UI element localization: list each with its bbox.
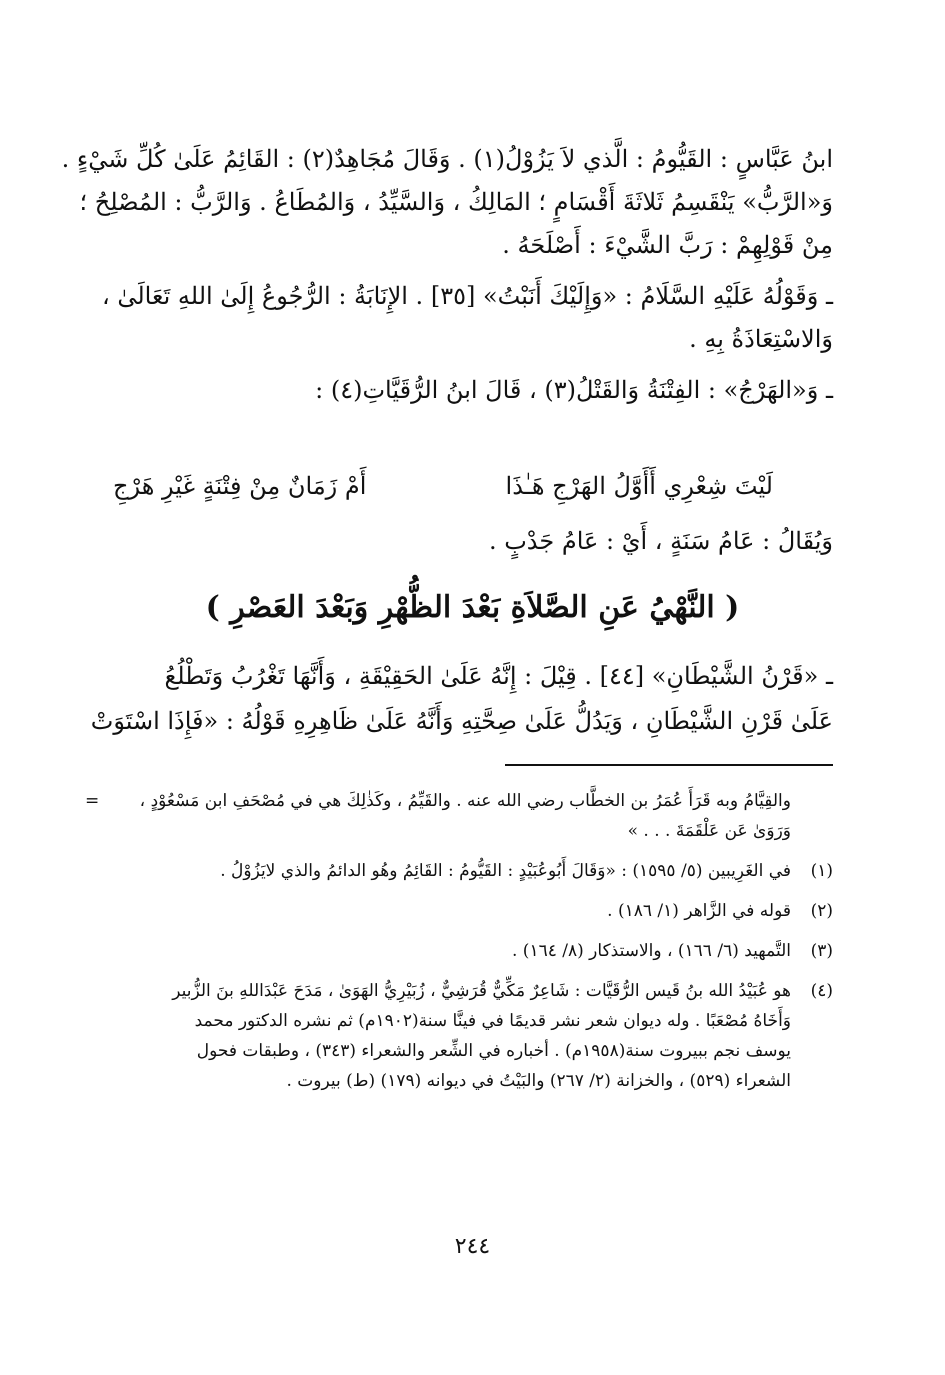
footnote-4 [113, 976, 833, 1096]
footnote-line: والقِيَّامُ وبه قَرَأَ عُمَرُ بن الخطَّاب رضي الله عنه . والقَيِّمُ ، وكَذٰلِكَ هي في مُصْحَفِ ابن [204, 791, 791, 811]
paragraph-am-sanah: وَيُقَالُ : عَامُ سَنَةٍ ، أَيْ : عَامُ جَدْبٍ . [488, 527, 833, 555]
footnote-1 [113, 856, 833, 886]
text-line: ابنُ عَبَّاسٍ : القَيُّومُ : الَّذي لاَ يَزُوْلُ(١) . وَقَالَ مُجَاهِدٌ(٢) : القَائِمُ عَلَىٰ كُلِّ شَيْءٍ . [61, 145, 833, 173]
footnote-line: التَّمهيد (٦/ ١٦٦) ، والاستذكار (٨/ ١٦٤) . [512, 941, 791, 961]
footnote-number: (١) [810, 861, 833, 881]
footnote-3 [113, 936, 833, 966]
text-line: وَالاسْتِعَاذَةُ بِهِ . [689, 325, 833, 353]
paragraph-inabah [101, 275, 833, 361]
text-line: ـ وَ«الهَرْجُ» : الفِتْنَةُ وَالقَتْلُ(٣) ، قَالَ ابنُ الرُّقَيَّاتِ(٤) : [315, 376, 833, 404]
text-line: مِنْ قَوْلِهِمْ : رَبَّ الشَّيْءَ : أَصْلَحَهُ . [502, 231, 833, 259]
poetry-verse [113, 466, 833, 506]
footnote-number: (٢) [810, 901, 833, 921]
footnotes [85, 786, 833, 1106]
footnote-line: قوله في الزَّاهر (١/ ١٨٦) . [607, 901, 791, 921]
footnote-number: (٣) [810, 941, 833, 961]
footnote-line: يوسف نجم ببيروت سنة(١٩٥٨م) . أخباره في الشِّعر والشعراء (٣٤٣) ، وطبقات فحول [196, 1041, 791, 1061]
paragraph-harj [113, 369, 833, 412]
footnote-line: الشعراء (٥٢٩) ، والخزانة (٢/ ٢٦٧) والبَيْتُ في ديوانه (١٧٩) (ط) بيروت . [286, 1071, 791, 1091]
footnote-line: في الغَرِيبين (٥/ ١٥٩٥) : «وَقَالَ أَبُوعُبَيْدٍ : القَيُّومُ : القَائِمُ وهُو الدائمُ والذي لايَزُوْلُ . [220, 861, 791, 881]
footnote-line: مَسْعُوْدٍ ، وَرَوَىٰ عَن عَلْقَمَةَ . . . » [139, 791, 791, 841]
continuation-mark: = [85, 791, 100, 811]
footnote-line: وَأَخَاهُ مُصْعَبًا . وله ديوان شعر نشر قديمًا في فينَّا سنة(١٩٠٢م) ثم نشره الدكتور محمد [194, 1011, 791, 1031]
footnote-line: هو عُبَيْدُ الله بنُ قَيس الرُّقَيَّات : شَاعِرٌ مَكِّيٌّ قُرَشِيٌّ ، زُبَيْرِيُّ الهَوَىٰ ، مَدَحَ عَبْدَاللهِ بنَ الزُّبير [172, 981, 791, 1001]
text-line: وَ«الرَّبُّ» يَنْقَسِمُ ثَلاثَةَ أَقْسَامٍ ؛ المَالِكُ ، وَالسَّيِّدُ ، وَالمُطَاعُ . وَالرَّبُّ : المُصْلِحُ ؛ [79, 188, 833, 216]
paragraph-qarn-shaytan [90, 654, 833, 744]
text-line: ـ وَقَوْلُهُ عَلَيْهِ السَّلَامُ : «وَإِلَيْكَ أَنَبْتُ» [٣٥] . الإِنَابَةُ : الرُّجُوعُ إِلَىٰ اللهِ تَعَالَىٰ ، [101, 282, 833, 310]
text-line: ـ «قَرْنُ الشَّيْطَانِ» [٤٤] . قِيْلَ : إِنَّهُ عَلَىٰ الحَقِيْقَةِ ، وَأَنَّهَا تَغْرُبُ وَتَطْلُعُ [164, 662, 833, 690]
paragraph-rabb [61, 138, 833, 267]
footnote-separator [505, 764, 833, 766]
verse-second-hemistich: أَمْ زَمَانٌ مِنْ فِتْنَةٍ غَيْرِ هَرْجِ [113, 472, 367, 500]
section-heading: ( النَّهْيُ عَنِ الصَّلاَةِ بَعْدَ الظُّهْرِ وَبَعْدَ العَصْرِ ) [205, 590, 740, 625]
verse-first-hemistich: لَيْتَ شِعْرِي أَأَوَّلُ الهَرْجِ هَـٰذَا [505, 472, 773, 500]
footnote-continuation [85, 786, 833, 846]
page-number: ٢٤٤ [454, 1234, 491, 1259]
footnote-2 [113, 896, 833, 926]
main-text-block [61, 138, 833, 412]
text-line: عَلَىٰ قَرْنِ الشَّيْطَانِ ، وَيَدُلُّ عَلَىٰ صِحَّتِهِ وَأَنَّهُ عَلَىٰ ظَاهِرِهِ قَوْلُهُ : «فَإِذَا اسْتَوَتْ [90, 707, 833, 735]
footnote-number: (٤) [810, 981, 833, 1001]
